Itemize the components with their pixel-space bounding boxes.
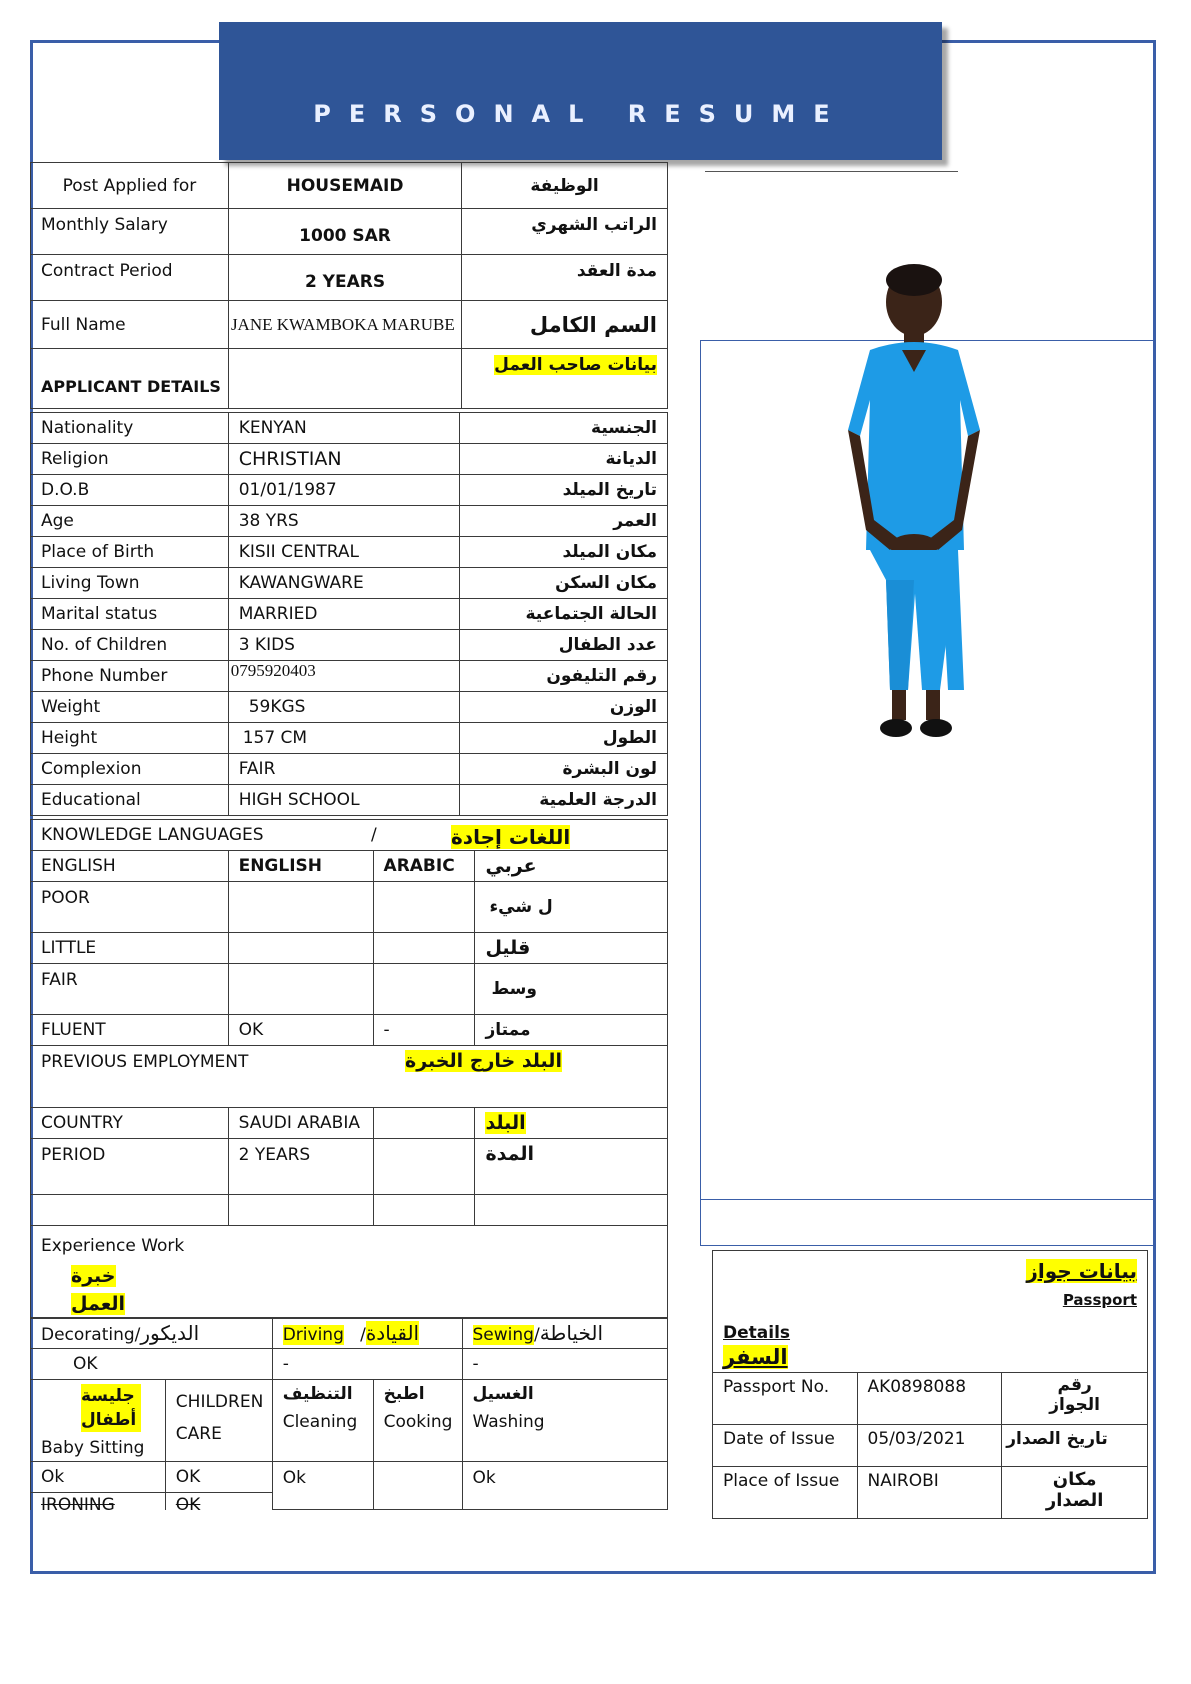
lang-english: [228, 964, 373, 1015]
childcare-value: OK: [165, 1462, 272, 1493]
employer-data-ar: بيانات صاحب العمل: [494, 355, 657, 375]
issue-date-ar: تاريخ الصدار: [1002, 1425, 1148, 1467]
table-row: [31, 475, 668, 506]
passport-title-ar: بيانات جواز: [1026, 1259, 1137, 1283]
country-label-ar: البلد: [485, 1112, 526, 1134]
lang-level-ar: وسط: [475, 964, 668, 1015]
table-row: [713, 1467, 1148, 1519]
contract-label: Contract Period: [31, 255, 229, 301]
lang-level: FLUENT: [31, 1015, 229, 1046]
detail-label: Nationality: [31, 413, 229, 444]
cleaning-ar: التنظيف: [282, 1384, 353, 1404]
table-row: [31, 1108, 668, 1139]
lang-header-arabic: ARABIC: [373, 851, 475, 882]
detail-label-ar: الحالة الجتماعية: [460, 599, 668, 630]
detail-value: 157 CM: [228, 723, 460, 754]
post-label-ar: الوظيفة: [462, 163, 668, 209]
detail-value: KENYAN: [228, 413, 460, 444]
employment-title: PREVIOUS EMPLOYMENT: [41, 1052, 249, 1072]
lang-arabic: [373, 933, 475, 964]
applicant-details-label: APPLICANT DETAILS: [31, 349, 229, 409]
salary-label-ar: الراتب الشهري: [462, 209, 668, 255]
period-label-ar: المدة: [475, 1139, 668, 1195]
passport-no-value: AK0898088: [857, 1373, 1002, 1425]
skill-sewing-sep: /: [533, 1325, 540, 1345]
table-row: [713, 1251, 1148, 1373]
table-row: [31, 163, 668, 209]
detail-label: Living Town: [31, 568, 229, 599]
babysitting-ar: جليسة أطفال: [81, 1384, 141, 1432]
table-row: [713, 1425, 1148, 1467]
detail-value: 38 YRS: [228, 506, 460, 537]
table-row: [31, 1195, 668, 1226]
table-row: [31, 882, 668, 933]
passport-no-ar: رقم الجواز: [1002, 1373, 1148, 1425]
country-label: COUNTRY: [31, 1108, 229, 1139]
table-row: [31, 754, 668, 785]
washing-label: Washing: [472, 1412, 545, 1432]
skill-driving-ar: القيادة: [365, 1321, 420, 1345]
babysitting-label: Baby Sitting: [41, 1438, 145, 1458]
fullname-value: JANE KWAMBOKA MARUBE: [228, 301, 461, 349]
detail-value: 59KGS: [228, 692, 460, 723]
table-row: [31, 964, 668, 1015]
passport-table: [712, 1250, 1148, 1519]
cooking-label: Cooking: [383, 1412, 453, 1432]
skills-table: [30, 819, 668, 1319]
skill-decorating-value: OK: [31, 1349, 273, 1380]
salary-label: Monthly Salary: [31, 209, 229, 255]
lang-level: POOR: [31, 882, 229, 933]
photo-caption-box: [700, 1200, 1154, 1246]
cleaning-label: Cleaning: [282, 1412, 358, 1432]
post-value: HOUSEMAID: [228, 163, 461, 209]
detail-value: CHRISTIAN: [228, 444, 460, 475]
detail-label-ar: عدد الطفال: [460, 630, 668, 661]
detail-value: MARRIED: [228, 599, 460, 630]
detail-label-ar: الدرجة العلمية: [460, 785, 668, 816]
experience-title-ar: خبرة العمل: [71, 1265, 126, 1315]
table-row: [31, 301, 668, 349]
period-label: PERIOD: [31, 1139, 229, 1195]
detail-label: Phone Number: [31, 661, 229, 692]
detail-value: 01/01/1987: [228, 475, 460, 506]
contract-label-ar: مدة العقد: [462, 255, 668, 301]
washing-value: Ok: [462, 1462, 668, 1510]
experience-table: [30, 1317, 668, 1515]
cooking-ar: اطبخ: [383, 1384, 425, 1404]
table-row: [31, 506, 668, 537]
post-label: Post Applied for: [31, 163, 229, 209]
contract-value: 2 YEARS: [228, 255, 461, 301]
issue-place-ar: مكان الصدار: [1002, 1467, 1148, 1519]
lang-level-ar: ل شيء: [475, 882, 668, 933]
skill-driving-value: -: [272, 1349, 462, 1380]
detail-label-ar: لون البشرة: [460, 754, 668, 785]
detail-label: Religion: [31, 444, 229, 475]
ironing-value: OK: [175, 1495, 201, 1515]
details-table: [30, 412, 668, 816]
lang-header-ar: عربي: [475, 851, 668, 882]
table-row: [31, 1380, 668, 1462]
childcare-label: CHILDREN CARE: [165, 1380, 272, 1462]
applicant-photo: [830, 250, 1010, 830]
lang-header-1: ENGLISH: [31, 851, 229, 882]
table-row: [31, 692, 668, 723]
skill-sewing-ar: الخياطة: [539, 1321, 604, 1345]
detail-label-ar: رقم التليفون: [460, 661, 668, 692]
period-extra: [373, 1139, 475, 1195]
detail-label: No. of Children: [31, 630, 229, 661]
lang-level-ar: قليل: [475, 933, 668, 964]
salary-value: 1000 SAR: [228, 209, 461, 255]
period-value: 2 YEARS: [228, 1139, 373, 1195]
babysitting-value: Ok: [31, 1462, 166, 1493]
detail-label-ar: الوزن: [460, 692, 668, 723]
issue-date-label: Date of Issue: [713, 1425, 858, 1467]
skill-decorating-ar: الديكور: [140, 1321, 200, 1345]
detail-value: 0795920403: [228, 661, 460, 692]
job-table: [30, 162, 668, 409]
lang-header-english: ENGLISH: [228, 851, 373, 882]
detail-label: Place of Birth: [31, 537, 229, 568]
table-row: [31, 568, 668, 599]
table-row: [31, 1318, 668, 1349]
ironing-label: IRONING: [41, 1495, 115, 1515]
page-title: PERSONAL RESUME: [313, 100, 848, 128]
applicant-details-value: [228, 349, 461, 409]
skill-sewing: Sewing: [472, 1325, 534, 1345]
table-row: [31, 1349, 668, 1380]
table-row: [31, 413, 668, 444]
languages-title-ar: اللغات إجادة: [451, 825, 571, 849]
detail-value: HIGH SCHOOL: [228, 785, 460, 816]
detail-label-ar: الطول: [460, 723, 668, 754]
detail-label: Weight: [31, 692, 229, 723]
lang-arabic: [373, 964, 475, 1015]
detail-label-ar: الجنسية: [460, 413, 668, 444]
table-row: [31, 1139, 668, 1195]
issue-place-label: Place of Issue: [713, 1467, 858, 1519]
lang-level: LITTLE: [31, 933, 229, 964]
details-label: Details: [723, 1323, 791, 1343]
country-extra: [373, 1108, 475, 1139]
skill-driving-sep: /: [360, 1325, 366, 1345]
table-row: [31, 933, 668, 964]
languages-title: KNOWLEDGE LANGUAGES: [41, 825, 264, 845]
detail-label: Age: [31, 506, 229, 537]
passport-no-label: Passport No.: [713, 1373, 858, 1425]
detail-label: D.O.B: [31, 475, 229, 506]
table-row: [31, 785, 668, 816]
lang-level: FAIR: [31, 964, 229, 1015]
table-row: [31, 851, 668, 882]
table-row: [713, 1373, 1148, 1425]
fullname-label: Full Name: [31, 301, 229, 349]
detail-value: 3 KIDS: [228, 630, 460, 661]
table-row: [31, 630, 668, 661]
fullname-label-ar: السم الكامل: [462, 301, 668, 349]
lang-arabic: [373, 882, 475, 933]
table-row: [31, 1015, 668, 1046]
languages-slash: /: [371, 825, 377, 845]
table-row: [31, 599, 668, 630]
title-banner: [219, 22, 942, 160]
lang-english: [228, 882, 373, 933]
table-row: [31, 661, 668, 692]
skill-decorating: Decorating/: [41, 1325, 141, 1345]
detail-label: Complexion: [31, 754, 229, 785]
details-label-ar: السفر: [723, 1345, 788, 1369]
skill-sewing-value: -: [462, 1349, 668, 1380]
detail-label: Marital status: [31, 599, 229, 630]
detail-label-ar: مكان الميلد: [460, 537, 668, 568]
cooking-value: [373, 1462, 462, 1510]
table-row: [31, 255, 668, 301]
detail-label-ar: مكان السكن: [460, 568, 668, 599]
issue-place-value: NAIROBI: [857, 1467, 1002, 1519]
detail-label-ar: الديانة: [460, 444, 668, 475]
table-row: [31, 209, 668, 255]
lang-english: OK: [228, 1015, 373, 1046]
table-row: [31, 1046, 668, 1108]
washing-ar: الغسيل: [472, 1384, 534, 1404]
passport-title-en: Passport: [1062, 1291, 1137, 1309]
lang-arabic: -: [373, 1015, 475, 1046]
cleaning-value: Ok: [272, 1462, 373, 1510]
table-row: [31, 1462, 668, 1493]
employment-title-ar: البلد خارج الخبرة: [405, 1050, 562, 1072]
skill-driving: Driving: [282, 1325, 344, 1345]
table-row: [31, 1226, 668, 1319]
table-row: [31, 820, 668, 851]
divider-line: [705, 171, 958, 172]
detail-label-ar: تاريخ الميلد: [460, 475, 668, 506]
lang-english: [228, 933, 373, 964]
detail-label-ar: العمر: [460, 506, 668, 537]
experience-title: Experience Work: [41, 1236, 185, 1256]
table-row: [31, 537, 668, 568]
detail-label: Height: [31, 723, 229, 754]
table-row: [31, 723, 668, 754]
table-row: [31, 349, 668, 409]
country-value: SAUDI ARABIA: [228, 1108, 373, 1139]
detail-value: KISII CENTRAL: [228, 537, 460, 568]
detail-label: Educational: [31, 785, 229, 816]
issue-date-value: 05/03/2021: [857, 1425, 1002, 1467]
table-row: [31, 444, 668, 475]
detail-value: KAWANGWARE: [228, 568, 460, 599]
detail-value: FAIR: [228, 754, 460, 785]
lang-level-ar: ممتاز: [475, 1015, 668, 1046]
